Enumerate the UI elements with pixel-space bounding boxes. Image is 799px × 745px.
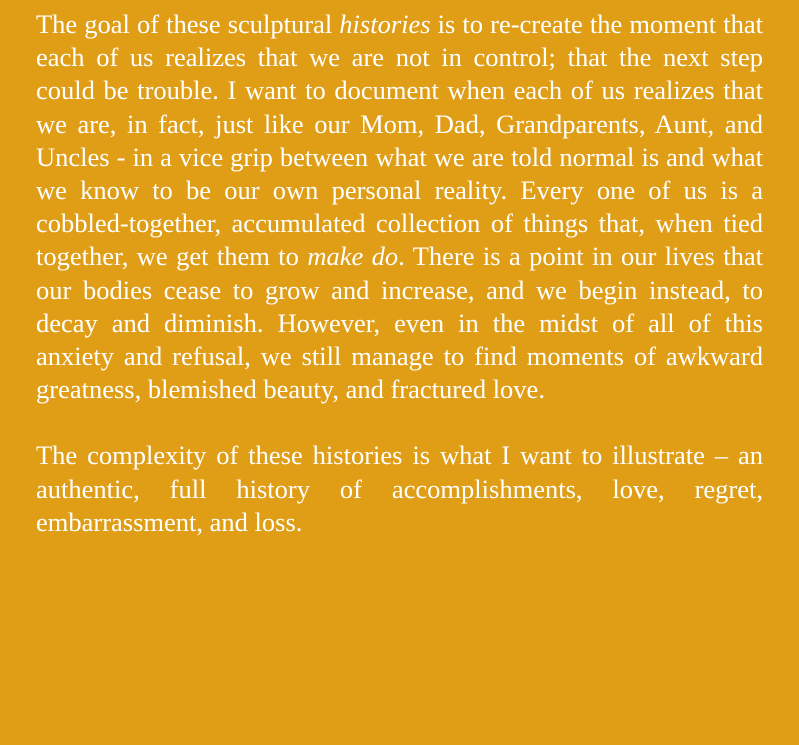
- paragraph-1-text-a: The goal of these sculptural: [36, 9, 340, 39]
- paragraph-1-text-b: is to re-create the moment that each of us realizes that we are not in control; that the next step could be trouble. I want to document when each of us realizes that we are, in fact, just like our Mom, Dad, Grandparents, Aunt, and Uncles - in a vice grip between what we are told normal is and what we know to be our own personal reality. Every one of us is a cobbled-together, accumulated collection of things that, when tied together, we get them to: [36, 9, 763, 272]
- paragraph-1-text-c: . There is a point in our lives that our bodies cease to grow and increase, and we begin instead, to decay and diminish. However, even in the midst of all of this anxiety and refusal, we still manage to find moments of awkward greatness, blemished beauty, and fractured love.: [36, 241, 763, 405]
- statement-paragraph-1: [36, 8, 763, 406]
- histories-emphasis: histories: [339, 9, 431, 39]
- statement-paragraph-2: The complexity of these histories is what I want to illustrate – an authentic, full history of accomplishments, love, regret, embarrassment, and loss.: [36, 440, 763, 537]
- make-do-emphasis: make do: [307, 241, 399, 272]
